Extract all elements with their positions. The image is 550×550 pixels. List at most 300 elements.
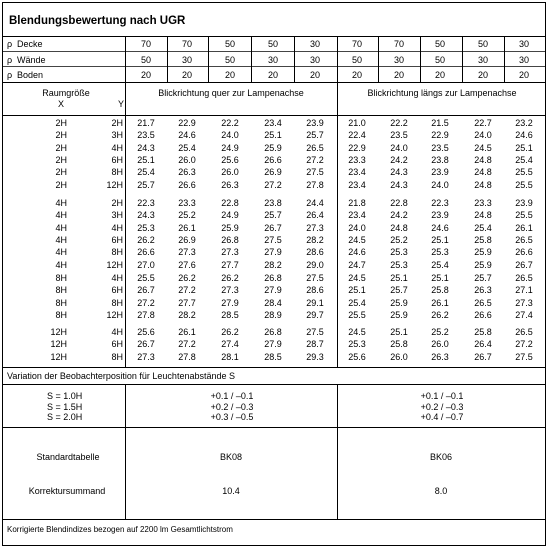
ugr-value-quer: 27.5 [306, 327, 324, 337]
row-x: 2H [55, 130, 67, 141]
ugr-value-quer: 26.3 [178, 167, 196, 178]
ugr-value-laengs: 26.5 [515, 234, 533, 245]
ugr-value-quer: 28.9 [264, 309, 282, 320]
ugr-value-quer: 24.3 [137, 210, 155, 221]
row-y: 8H [111, 297, 123, 308]
ugr-value-quer: 25.2 [178, 210, 196, 221]
row-y: 6H [111, 339, 123, 350]
ugr-value-quer: 23.9 [306, 118, 324, 128]
ugr-value-quer: 24.6 [178, 130, 196, 141]
row-x: 4H [55, 198, 67, 208]
reflect-col-divider [378, 36, 379, 82]
ugr-value-quer: 28.2 [264, 259, 282, 270]
ugr-value-quer: 25.4 [178, 142, 196, 153]
ugr-value-quer: 27.5 [264, 234, 282, 245]
rho-symbol: ρ [7, 55, 13, 65]
ugr-value-laengs: 25.3 [431, 247, 449, 258]
ugr-value-laengs: 25.4 [515, 154, 533, 165]
ugr-value-quer: 26.8 [264, 327, 282, 337]
ugr-value-laengs: 22.9 [431, 130, 449, 141]
footer-divider [3, 519, 545, 520]
reflect-value: 50 [140, 55, 151, 65]
ugr-value-quer: 27.3 [178, 247, 196, 258]
reflect-col-divider [167, 36, 168, 82]
reflect-divider [3, 82, 545, 83]
ugr-value-quer: 26.6 [137, 247, 155, 258]
ugr-value-laengs: 23.5 [431, 142, 449, 153]
ugr-value-laengs: 24.8 [390, 222, 408, 233]
ugr-value-laengs: 24.5 [474, 142, 492, 153]
ugr-value-quer: 28.6 [306, 247, 324, 258]
ugr-value-laengs: 25.9 [474, 247, 492, 258]
ugr-value-quer: 25.6 [221, 154, 239, 165]
reflect-col-divider [504, 36, 505, 82]
variation-spacing: S = 1.0H [47, 391, 83, 401]
korrektur-laengs: 8.0 [434, 486, 448, 496]
ugr-value-laengs: 24.6 [431, 222, 449, 233]
ugr-value-laengs: 25.4 [431, 259, 449, 270]
ugr-value-laengs: 23.9 [431, 167, 449, 178]
ugr-value-quer: 26.1 [178, 222, 196, 233]
ugr-value-laengs: 26.4 [474, 339, 492, 350]
reflect-label-decke: Decke [17, 39, 43, 49]
row-y: 6H [111, 234, 123, 245]
ugr-value-quer: 26.2 [221, 273, 239, 283]
row-y: 12H [106, 179, 123, 190]
ugr-sheet [2, 2, 546, 546]
ugr-value-quer: 28.2 [306, 234, 324, 245]
sheet-title: Blendungsbewertung nach UGR [9, 15, 186, 27]
ugr-value-quer: 28.1 [221, 351, 239, 362]
variation-quer: +0.1 / –0.1 [210, 391, 254, 401]
reflect-col-divider [337, 36, 338, 82]
row-x: 2H [55, 142, 67, 153]
ugr-value-laengs: 26.5 [474, 297, 492, 308]
ugr-value-quer: 26.6 [178, 179, 196, 190]
rho-symbol: ρ [7, 39, 13, 49]
ugr-value-laengs: 25.3 [390, 259, 408, 270]
ugr-value-laengs: 25.2 [431, 327, 449, 337]
row-y: 12H [106, 259, 123, 270]
ugr-value-laengs: 22.2 [390, 118, 408, 128]
ugr-value-laengs: 21.5 [431, 118, 449, 128]
row-y: 3H [111, 210, 123, 221]
reflect-value: 20 [477, 70, 488, 80]
reflect-value: 30 [181, 55, 192, 65]
raum-header-x: X [57, 99, 64, 109]
footer-note: Korrigierte Blendindizes bezogen auf 2200 lm Gesamtlichtstrom [7, 525, 233, 534]
ugr-value-laengs: 25.7 [474, 273, 492, 283]
ugr-value-quer: 22.2 [221, 118, 239, 128]
ugr-value-quer: 25.7 [306, 130, 324, 141]
ugr-value-quer: 23.4 [264, 118, 282, 128]
ugr-value-laengs: 25.6 [348, 351, 366, 362]
ugr-value-laengs: 25.5 [515, 179, 533, 190]
ugr-value-quer: 27.2 [178, 285, 196, 296]
ugr-value-laengs: 25.9 [474, 259, 492, 270]
row-x: 8H [55, 309, 67, 320]
row-y: 4H [111, 273, 123, 283]
ugr-value-laengs: 22.4 [348, 130, 366, 141]
ugr-value-quer: 21.7 [137, 118, 155, 128]
table-bottom-divider [3, 367, 545, 368]
ugr-value-laengs: 25.9 [390, 297, 408, 308]
row-y: 6H [111, 154, 123, 165]
reflect-col-divider [420, 36, 421, 82]
ugr-value-quer: 25.7 [264, 210, 282, 221]
ugr-value-laengs: 25.1 [431, 273, 449, 283]
ugr-value-laengs: 25.5 [515, 210, 533, 221]
ugr-value-laengs: 24.2 [390, 154, 408, 165]
ugr-value-laengs: 22.8 [390, 198, 408, 208]
reflect-value: 20 [140, 70, 151, 80]
ugr-value-quer: 22.3 [137, 198, 155, 208]
ugr-value-laengs: 22.9 [348, 142, 366, 153]
ugr-value-quer: 25.6 [137, 327, 155, 337]
title-divider [3, 36, 545, 37]
ugr-value-laengs: 23.2 [515, 118, 533, 128]
ugr-value-laengs: 27.4 [515, 309, 533, 320]
reflect-col-divider [294, 36, 295, 82]
ugr-value-quer: 23.5 [137, 130, 155, 141]
ugr-value-quer: 23.8 [264, 198, 282, 208]
ugr-value-laengs: 27.2 [515, 339, 533, 350]
ugr-value-laengs: 25.3 [390, 247, 408, 258]
ugr-value-laengs: 25.9 [390, 309, 408, 320]
ugr-value-quer: 26.0 [178, 154, 196, 165]
row-x: 4H [55, 222, 67, 233]
ugr-value-laengs: 26.6 [515, 247, 533, 258]
ugr-value-laengs: 26.0 [431, 339, 449, 350]
row-y: 4H [111, 222, 123, 233]
reflect-value: 30 [393, 55, 404, 65]
ugr-value-quer: 27.8 [306, 179, 324, 190]
ugr-value-quer: 22.8 [221, 198, 239, 208]
ugr-value-quer: 26.8 [264, 273, 282, 283]
ugr-value-quer: 25.9 [221, 222, 239, 233]
ugr-value-laengs: 24.7 [348, 259, 366, 270]
standardtabelle-label: Standardtabelle [36, 452, 100, 462]
ugr-value-laengs: 24.2 [390, 210, 408, 221]
ugr-value-quer: 26.2 [221, 327, 239, 337]
ugr-value-quer: 27.7 [178, 297, 196, 308]
ugr-value-laengs: 26.3 [431, 351, 449, 362]
ugr-value-laengs: 26.6 [474, 309, 492, 320]
reflect-col-divider [251, 36, 252, 82]
ugr-value-quer: 25.9 [264, 142, 282, 153]
row-y: 12H [106, 309, 123, 320]
reflect-value: 50 [351, 55, 362, 65]
row-x: 8H [55, 297, 67, 308]
ugr-value-laengs: 25.1 [515, 142, 533, 153]
row-y: 2H [111, 198, 123, 208]
row-y: 4H [111, 142, 123, 153]
reflect-value: 20 [181, 70, 192, 80]
ugr-value-laengs: 26.7 [515, 259, 533, 270]
ugr-value-laengs: 25.3 [348, 339, 366, 350]
ugr-value-laengs: 26.0 [390, 351, 408, 362]
variation-laengs: +0.2 / –0.3 [420, 401, 464, 412]
reflect-value: 30 [309, 55, 320, 65]
ugr-value-quer: 27.9 [264, 285, 282, 296]
ugr-value-laengs: 24.8 [474, 167, 492, 178]
ugr-value-quer: 27.7 [221, 259, 239, 270]
reflect-value: 30 [518, 55, 529, 65]
rho-symbol: ρ [7, 70, 13, 80]
ugr-value-laengs: 23.8 [431, 154, 449, 165]
ugr-value-quer: 25.1 [264, 130, 282, 141]
ugr-value-laengs: 24.0 [474, 130, 492, 141]
row-y: 3H [111, 130, 123, 141]
ugr-value-quer: 27.3 [221, 247, 239, 258]
ugr-value-quer: 25.3 [137, 222, 155, 233]
ugr-value-laengs: 22.7 [474, 118, 492, 128]
row-x: 12H [50, 339, 67, 350]
ugr-value-quer: 28.5 [221, 309, 239, 320]
ugr-value-laengs: 25.8 [390, 339, 408, 350]
ugr-value-laengs: 26.5 [515, 327, 533, 337]
ugr-value-laengs: 24.8 [474, 210, 492, 221]
ugr-value-laengs: 25.1 [348, 285, 366, 296]
ugr-value-quer: 24.0 [221, 130, 239, 141]
ugr-value-quer: 26.1 [178, 327, 196, 337]
row-x: 8H [55, 285, 67, 296]
reflect-col-divider [125, 36, 126, 82]
ugr-value-quer: 26.7 [137, 285, 155, 296]
ugr-value-laengs: 23.9 [515, 198, 533, 208]
variation-quer: +0.2 / –0.3 [210, 401, 254, 412]
ugr-value-laengs: 27.5 [515, 351, 533, 362]
reflect-value: 70 [351, 39, 362, 49]
korrektur-quer: 10.4 [222, 486, 240, 496]
ugr-value-laengs: 24.3 [390, 167, 408, 178]
reflect-value: 20 [518, 70, 529, 80]
ugr-value-quer: 28.6 [306, 285, 324, 296]
reflect-label-wände: Wände [17, 55, 46, 65]
ugr-value-quer: 26.2 [178, 273, 196, 283]
ugr-value-laengs: 25.5 [348, 309, 366, 320]
ugr-value-laengs: 23.4 [348, 167, 366, 178]
reflect-label-boden: Boden [17, 70, 44, 80]
reflect-value: 20 [351, 70, 362, 80]
standardtabelle-quer: BK08 [219, 452, 243, 462]
raum-divider [125, 82, 126, 367]
raum-header-y: Y [117, 99, 124, 109]
ugr-value-quer: 25.7 [137, 179, 155, 190]
ugr-value-quer: 27.8 [137, 309, 155, 320]
ugr-value-laengs: 24.0 [431, 179, 449, 190]
ugr-value-laengs: 24.8 [474, 179, 492, 190]
row-x: 2H [55, 154, 67, 165]
ugr-value-quer: 26.0 [221, 167, 239, 178]
reflect-value: 20 [267, 70, 278, 80]
ugr-value-laengs: 25.1 [390, 327, 408, 337]
ugr-value-quer: 27.3 [221, 285, 239, 296]
ugr-value-laengs: 24.0 [348, 222, 366, 233]
reflect-value: 50 [267, 39, 278, 49]
ugr-value-laengs: 27.1 [515, 285, 533, 296]
ugr-value-quer: 24.4 [306, 198, 324, 208]
ugr-value-quer: 27.9 [221, 297, 239, 308]
variation-spacing: S = 1.5H [47, 401, 83, 412]
variation-laengs: +0.1 / –0.1 [420, 391, 464, 401]
variation-left-divider [125, 384, 126, 519]
ugr-value-quer: 27.6 [178, 259, 196, 270]
ugr-value-laengs: 26.7 [474, 351, 492, 362]
row-y: 8H [111, 351, 123, 362]
ugr-value-laengs: 21.0 [348, 118, 366, 128]
ugr-value-laengs: 23.3 [474, 198, 492, 208]
row-y: 2H [111, 118, 123, 128]
ugr-value-quer: 26.9 [264, 167, 282, 178]
reflect-value: 50 [477, 39, 488, 49]
ugr-value-laengs: 24.5 [348, 327, 366, 337]
direction-quer-header: Blickrichtung quer zur Lampenachse [158, 88, 304, 98]
ugr-value-quer: 29.3 [306, 351, 324, 362]
reflect-value: 30 [477, 55, 488, 65]
row-divider [3, 66, 545, 67]
row-x: 4H [55, 247, 67, 258]
reflect-value: 30 [309, 39, 320, 49]
ugr-value-quer: 26.6 [264, 154, 282, 165]
ugr-value-quer: 27.3 [137, 351, 155, 362]
ugr-value-quer: 27.5 [306, 273, 324, 283]
standardtabelle-laengs: BK06 [429, 452, 453, 462]
ugr-value-quer: 26.7 [264, 222, 282, 233]
ugr-value-quer: 29.7 [306, 309, 324, 320]
ugr-value-quer: 27.5 [306, 167, 324, 178]
ugr-value-laengs: 21.8 [348, 198, 366, 208]
ugr-value-laengs: 25.2 [390, 234, 408, 245]
reflect-value: 30 [518, 39, 529, 49]
row-x: 4H [55, 259, 67, 270]
ugr-value-quer: 29.0 [306, 259, 324, 270]
variation-mid-divider [337, 384, 338, 519]
row-divider [3, 51, 545, 52]
reflect-value: 50 [224, 55, 235, 65]
ugr-value-quer: 27.2 [264, 179, 282, 190]
ugr-value-quer: 24.3 [137, 142, 155, 153]
ugr-value-laengs: 23.3 [348, 154, 366, 165]
reflect-value: 50 [434, 55, 445, 65]
row-x: 2H [55, 167, 67, 178]
ugr-value-laengs: 25.1 [431, 234, 449, 245]
row-y: 8H [111, 247, 123, 258]
ugr-value-laengs: 25.4 [348, 297, 366, 308]
ugr-value-quer: 27.2 [178, 339, 196, 350]
ugr-value-laengs: 22.3 [431, 198, 449, 208]
direction-laengs-header: Blickrichtung längs zur Lampenachse [367, 88, 517, 98]
row-y: 6H [111, 285, 123, 296]
ugr-value-quer: 26.9 [178, 234, 196, 245]
ugr-value-laengs: 25.8 [474, 327, 492, 337]
ugr-value-quer: 26.5 [306, 142, 324, 153]
ugr-value-laengs: 24.5 [348, 234, 366, 245]
row-x: 4H [55, 234, 67, 245]
ugr-value-laengs: 25.5 [515, 167, 533, 178]
ugr-value-quer: 27.2 [137, 297, 155, 308]
ugr-value-quer: 27.2 [306, 154, 324, 165]
variation-title-divider [3, 384, 545, 385]
row-x: 8H [55, 273, 67, 283]
reflect-value: 20 [393, 70, 404, 80]
ugr-value-quer: 26.8 [221, 234, 239, 245]
ugr-value-laengs: 23.5 [390, 130, 408, 141]
ugr-value-laengs: 25.4 [474, 222, 492, 233]
ugr-value-quer: 26.4 [306, 210, 324, 221]
ugr-value-laengs: 25.7 [390, 285, 408, 296]
ugr-value-laengs: 24.8 [474, 154, 492, 165]
ugr-value-laengs: 26.3 [474, 285, 492, 296]
ugr-value-quer: 24.9 [221, 210, 239, 221]
ugr-value-laengs: 25.8 [431, 285, 449, 296]
ugr-value-laengs: 26.1 [431, 297, 449, 308]
ugr-value-quer: 25.5 [137, 273, 155, 283]
row-x: 12H [50, 351, 67, 362]
ugr-value-laengs: 26.1 [515, 222, 533, 233]
reflect-value: 20 [224, 70, 235, 80]
direction-divider [337, 82, 338, 367]
row-y: 4H [111, 327, 123, 337]
variation-divider [3, 427, 545, 428]
ugr-value-quer: 23.3 [178, 198, 196, 208]
ugr-value-quer: 27.8 [178, 351, 196, 362]
ugr-value-quer: 27.9 [264, 247, 282, 258]
ugr-value-quer: 26.2 [137, 234, 155, 245]
ugr-value-laengs: 23.4 [348, 179, 366, 190]
reflect-value: 50 [434, 39, 445, 49]
row-y: 8H [111, 167, 123, 178]
ugr-value-laengs: 23.4 [348, 210, 366, 221]
row-x: 2H [55, 118, 67, 128]
reflect-value: 50 [224, 39, 235, 49]
ugr-value-quer: 27.3 [306, 222, 324, 233]
ugr-value-laengs: 27.3 [515, 297, 533, 308]
ugr-value-quer: 25.1 [137, 154, 155, 165]
ugr-value-quer: 28.4 [264, 297, 282, 308]
ugr-value-quer: 28.2 [178, 309, 196, 320]
ugr-value-quer: 27.0 [137, 259, 155, 270]
ugr-value-laengs: 24.6 [348, 247, 366, 258]
reflect-value: 20 [309, 70, 320, 80]
ugr-value-quer: 25.4 [137, 167, 155, 178]
variation-title: Variation der Beobachterposition für Leuchtenabstände S [7, 371, 235, 381]
ugr-value-laengs: 24.0 [390, 142, 408, 153]
ugr-value-quer: 26.7 [137, 339, 155, 350]
reflect-value: 70 [140, 39, 151, 49]
row-x: 4H [55, 210, 67, 221]
variation-laengs: +0.4 / –0.7 [420, 412, 464, 422]
row-x: 2H [55, 179, 67, 190]
ugr-value-quer: 27.9 [264, 339, 282, 350]
ugr-value-laengs: 25.8 [474, 234, 492, 245]
ugr-value-laengs: 24.3 [390, 179, 408, 190]
reflect-value: 70 [393, 39, 404, 49]
ugr-value-quer: 26.3 [221, 179, 239, 190]
ugr-value-quer: 28.7 [306, 339, 324, 350]
ugr-value-laengs: 24.5 [348, 273, 366, 283]
raum-header-title: Raumgröße [42, 88, 90, 98]
reflect-value: 30 [267, 55, 278, 65]
ugr-value-laengs: 26.2 [431, 309, 449, 320]
ugr-value-quer: 28.5 [264, 351, 282, 362]
reflect-value: 20 [434, 70, 445, 80]
ugr-value-laengs: 25.1 [390, 273, 408, 283]
ugr-value-laengs: 23.9 [431, 210, 449, 221]
reflect-col-divider [462, 36, 463, 82]
korrektur-label: Korrektursummand [28, 486, 106, 496]
ugr-value-quer: 22.9 [178, 118, 196, 128]
